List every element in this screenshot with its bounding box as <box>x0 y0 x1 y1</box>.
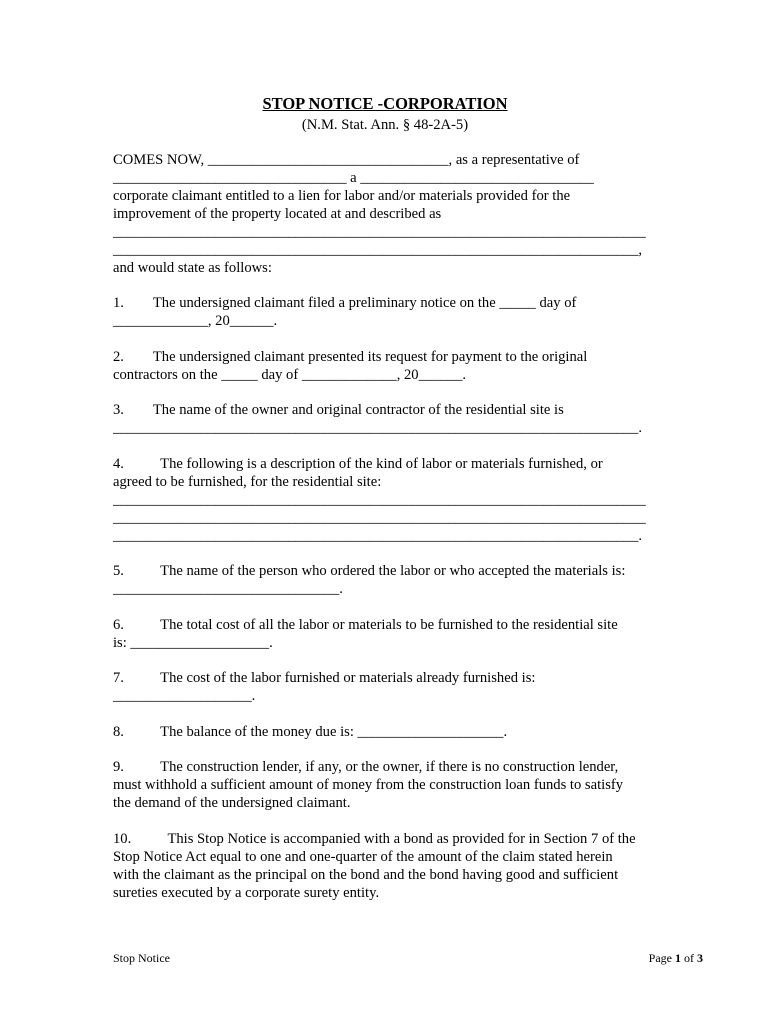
item-10: with the claimant as the principal on the bond and the bond having good and sufficient <box>113 867 619 883</box>
item-6: is: ___________________. <box>113 635 273 651</box>
intro-line: COMES NOW, _________________________________, as a representative of <box>113 152 580 168</box>
item-10: Stop Notice Act equal to one and one-quarter of the amount of the claim stated herein <box>113 849 613 865</box>
item-2: contractors on the _____ day of _____________, 20______. <box>113 367 467 383</box>
footer-document-name: Stop Notice <box>113 951 170 965</box>
item-7: ___________________. <box>113 688 256 704</box>
item-5: _______________________________. <box>113 581 343 597</box>
item-4: ________________________________________________________________________. <box>113 528 643 544</box>
item-9: must withhold a sufficient amount of money from the construction loan funds to satisfy <box>113 777 624 793</box>
item-1: 1. The undersigned claimant filed a preliminary notice on the _____ day of <box>113 295 577 311</box>
page-current: 1 <box>675 951 681 965</box>
intro-line: and would state as follows: <box>113 260 272 276</box>
page-number <box>560 949 703 967</box>
intro-line: ________________________________________________________________________, <box>113 242 643 258</box>
intro-line: improvement of the property located at and described as <box>113 206 442 222</box>
item-9: the demand of the undersigned claimant. <box>113 795 351 811</box>
item-7: 7. The cost of the labor furnished or materials already furnished is: <box>113 670 536 686</box>
item-8: 8. The balance of the money due is: ____________________. <box>113 724 508 740</box>
item-3: 3. The name of the owner and original contractor of the residential site is <box>113 402 564 418</box>
intro-line: corporate claimant entitled to a lien for labor and/or materials provided for the <box>113 188 571 204</box>
item-10: 10. This Stop Notice is accompanied with a bond as provided for in Section 7 of the <box>113 831 636 847</box>
item-4: _________________________________________________________________________ <box>113 492 646 508</box>
statute-citation: (N.M. Stat. Ann. § 48-2A-5) <box>301 117 469 133</box>
item-4: agreed to be furnished, for the residential site: <box>113 474 382 490</box>
page-mid: of <box>681 951 697 965</box>
item-9: 9. The construction lender, if any, or the owner, if there is no construction lender, <box>113 759 619 775</box>
item-3: ________________________________________________________________________. <box>113 420 643 436</box>
document-title: STOP NOTICE -CORPORATION <box>262 94 508 113</box>
item-2: 2. The undersigned claimant presented its request for payment to the original <box>113 349 588 365</box>
intro-line: _________________________________________________________________________ <box>113 224 646 240</box>
item-4: 4. The following is a description of the kind of labor or materials furnished, or <box>113 456 603 472</box>
item-6: 6. The total cost of all the labor or materials to be furnished to the residential site <box>113 617 618 633</box>
item-4: _________________________________________________________________________ <box>113 510 646 526</box>
page-prefix: Page <box>648 951 675 965</box>
item-10: sureties executed by a corporate surety entity. <box>113 885 380 901</box>
intro-line: ________________________________ a ________________________________ <box>113 170 594 186</box>
item-5: 5. The name of the person who ordered the labor or who accepted the materials is: <box>113 563 626 579</box>
page-total: 3 <box>697 951 703 965</box>
item-1: _____________, 20______. <box>113 313 278 329</box>
